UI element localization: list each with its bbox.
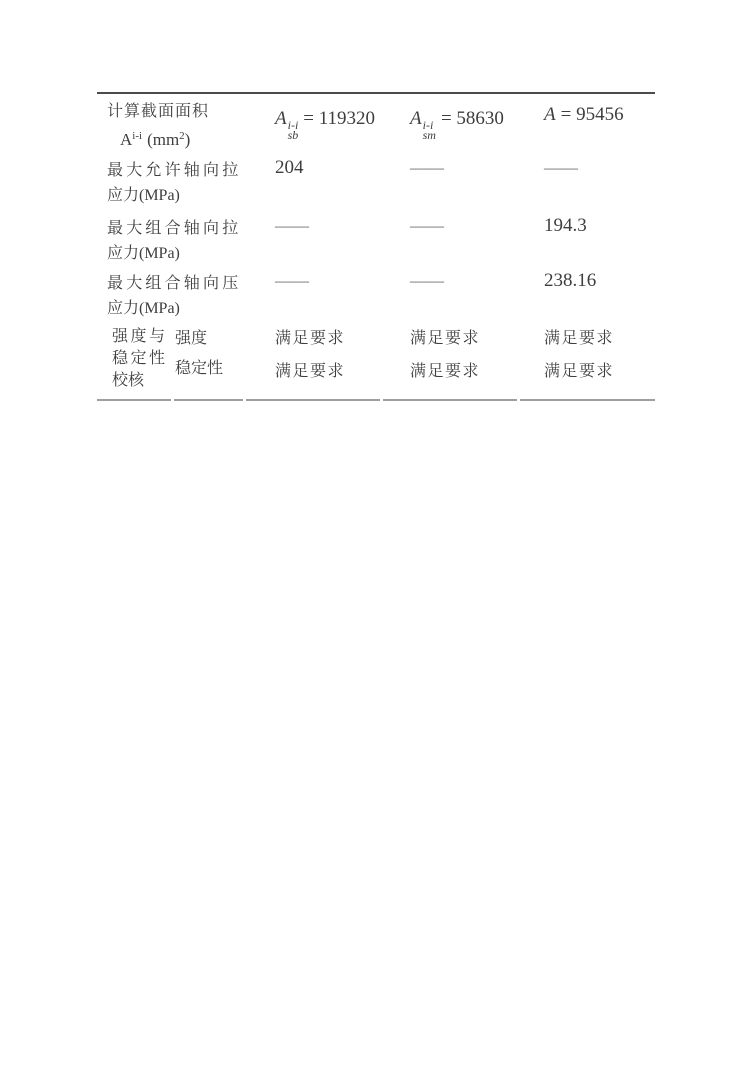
group-line3: 校核	[112, 372, 145, 389]
formula-equals-value: = 95456	[560, 104, 624, 125]
section-area-label-formula	[107, 124, 245, 152]
cell-combined-tensile-total: 194.3	[544, 215, 587, 236]
bottom-border-segment	[246, 399, 380, 401]
sublabel-strength: 强度	[175, 330, 208, 347]
calculation-table	[97, 92, 655, 399]
cell-strength-sm: 满足要求	[410, 330, 481, 347]
formula-equals-value: = 58630	[440, 108, 504, 129]
formula-equals-value: = 119320	[303, 108, 376, 129]
group-line1: 强度与	[112, 328, 168, 345]
cell-allowable-tensile-sm: ——	[410, 158, 444, 177]
cell-combined-tensile-sb: ——	[275, 216, 309, 235]
label-line1: 最大允许轴向拉	[107, 162, 242, 179]
section-area-label-line1: 计算截面面积	[107, 103, 210, 120]
row-label-section-area	[97, 94, 245, 154]
formula-area-sb	[275, 108, 376, 142]
group-label-strength-stability-check	[97, 322, 173, 399]
group-line2: 稳定性	[112, 350, 168, 367]
bottom-border-segment	[97, 399, 171, 401]
formula-superscript: i-i	[132, 130, 143, 142]
unit-close: )	[184, 130, 191, 149]
formula-base: A	[410, 108, 422, 129]
row-label-combined-tensile	[97, 212, 245, 267]
label-line1: 最大组合轴向拉	[107, 220, 242, 237]
formula-supsub	[423, 120, 436, 140]
cell-area-total	[519, 94, 655, 154]
cell-allowable-tensile-sb: 204	[275, 157, 304, 178]
cell-stability-sb: 满足要求	[275, 363, 346, 380]
cell-combined-tensile-sm: ——	[410, 216, 444, 235]
label-line2: 应力(MPa)	[107, 300, 180, 317]
row-label-combined-compress	[97, 267, 245, 322]
cell-combined-compress-sb: ——	[275, 271, 309, 290]
formula-superscript: i-i	[287, 118, 299, 132]
cell-area-sb	[245, 94, 382, 154]
formula-area-sm	[410, 108, 504, 142]
formula-subscript: sb	[287, 128, 299, 142]
cell-allowable-tensile-total: ——	[544, 158, 578, 177]
row-label-allowable-tensile	[97, 154, 245, 212]
formula-area-total	[544, 104, 624, 125]
formula-base: A	[275, 108, 287, 129]
cell-strength-total: 满足要求	[544, 330, 615, 347]
formula-subscript: sm	[422, 128, 436, 142]
bottom-border-segment	[383, 399, 517, 401]
formula-supsub	[288, 120, 299, 140]
cell-stability-total: 满足要求	[544, 363, 615, 380]
sublabel-stability: 稳定性	[175, 360, 224, 377]
formula-superscript: i-i	[422, 118, 434, 132]
formula-base: A	[120, 130, 133, 149]
cell-combined-compress-total: 238.16	[544, 270, 597, 291]
formula-base: A	[544, 104, 556, 125]
cell-combined-compress-sm: ——	[410, 271, 444, 290]
cell-area-sm	[382, 94, 519, 154]
cell-strength-sb: 满足要求	[275, 330, 346, 347]
table-bottom-border	[97, 399, 655, 401]
unit-superscript: 2	[179, 130, 185, 142]
label-line1: 最大组合轴向压	[107, 275, 242, 292]
unit-open: (mm	[147, 130, 180, 149]
bottom-border-segment	[520, 399, 655, 401]
bottom-border-segment	[174, 399, 243, 401]
cell-stability-sm: 满足要求	[410, 363, 481, 380]
label-line2: 应力(MPa)	[107, 245, 180, 262]
label-line2: 应力(MPa)	[107, 187, 180, 204]
